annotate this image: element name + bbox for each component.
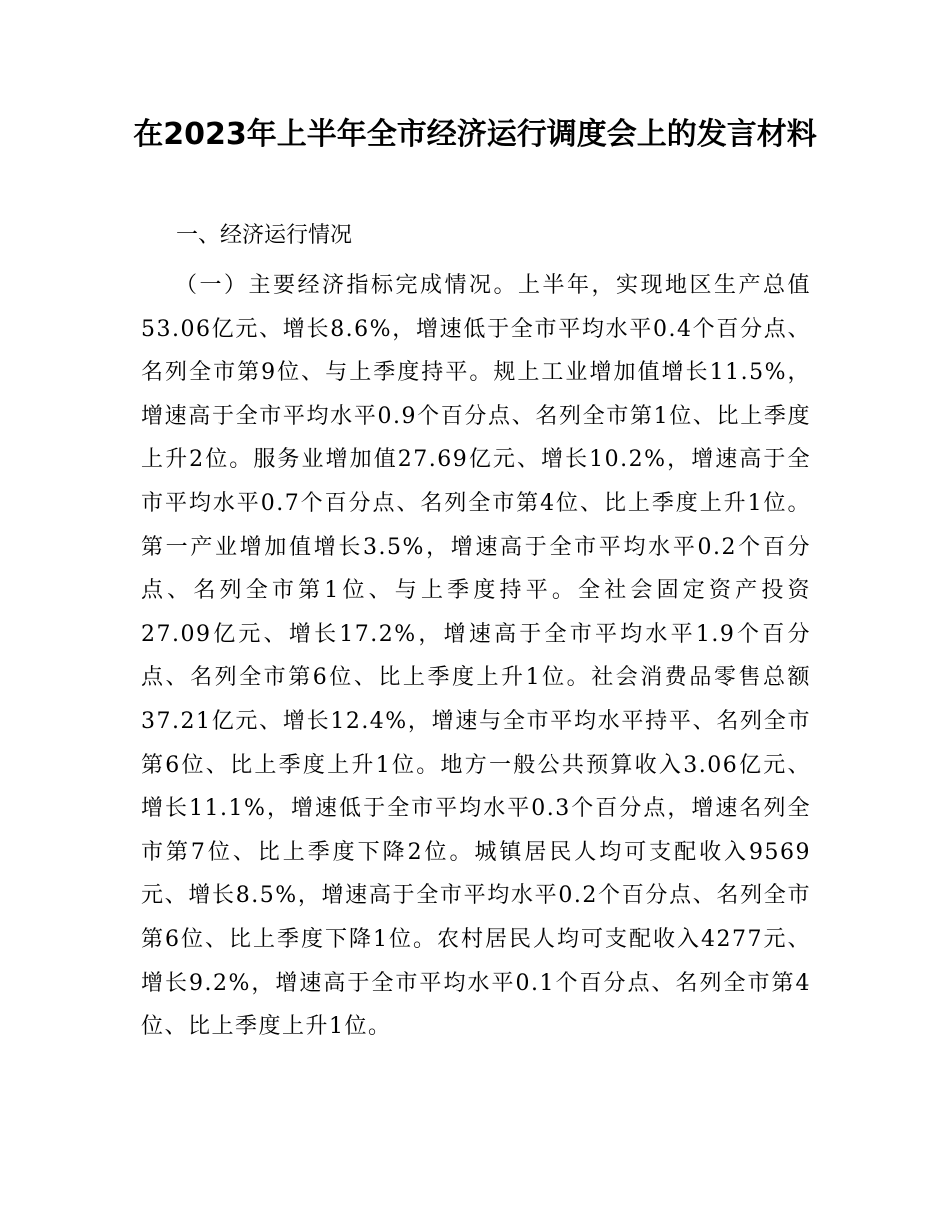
document-title: 在2023年上半年全市经济运行调度会上的发言材料 — [133, 117, 817, 152]
section-heading: 一、经济运行情况 — [176, 223, 353, 248]
body-paragraph: （一）主要经济指标完成情况。上半年，实现地区生产总值53.06亿元、增长8.6%，增速低于全市平均水平0.4个百分点、名列全市第9位、与上季度持平。规上工业增加值增长11.5%，增速高于全市平均水平0.9个百分点、名列全市第1位、比上季度上升2位。服务业增加值27.69亿元、增长10.2%，增速高于全市平均水平0.7个百分点、名列全市第4位、比上季度上升1位。第一产业增加值增长3.5%，增速高于全市平均水平0.2个百分点、名列全市第1位、与上季度持平。全社会固定资产投资27.09亿元、增长17.2%，增速高于全市平均水平1.9个百分点、名列全市第6位、比上季度上升1位。社会消费品零售总额37.21亿元、增长12.4%，增速与全市平均水平持平、名列全市第6位、比上季度上升1位。地方一般公共预算收入3.06亿元、增长11.1%，增速低于全市平均水平0.3个百分点，增速名列全市第7位、比上季度下降2位。城镇居民人均可支配收入9569元、增长8.5%，增速高于全市平均水平0.2个百分点、名列全市第6位、比上季度下降1位。农村居民人均可支配收入4277元、增长9.2%，增速高于全市平均水平0.1个百分点、名列全市第4位、比上季度上升1位。 — [141, 273, 811, 1040]
